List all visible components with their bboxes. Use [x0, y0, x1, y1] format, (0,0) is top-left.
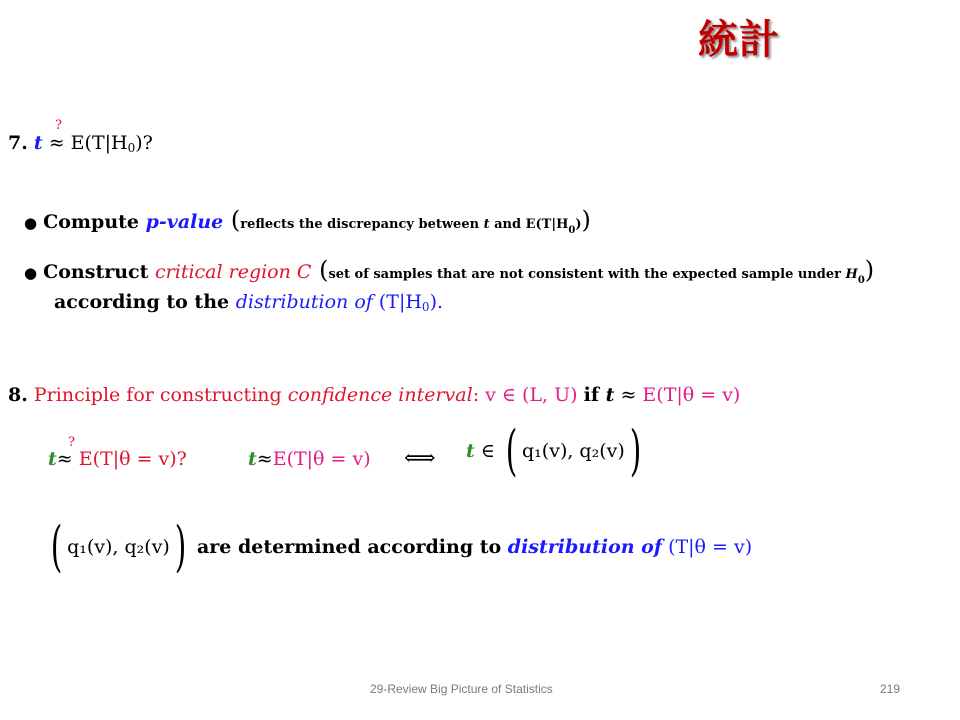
p-value-note-close: ) — [575, 217, 582, 232]
item-8-number: 8. — [8, 384, 28, 406]
row-determined-text: are determined according to — [196, 536, 508, 558]
bullet-compute — [24, 206, 591, 236]
p-value-note: reflects the discrepancy between — [240, 217, 484, 232]
item-8-approx: ≈ — [614, 384, 643, 406]
bullet-construct-lead: Construct — [43, 261, 156, 283]
row-determined-expr: (T|θ = v) — [662, 536, 753, 558]
row-interval-in: ∈ — [474, 440, 501, 462]
distribution-term: distribution of — [235, 291, 373, 313]
row-determined-term: distribution of — [507, 536, 663, 558]
row-approx-t: t — [248, 448, 257, 470]
critical-region-note-sub: 0 — [857, 274, 865, 286]
question-mark: ? — [68, 435, 75, 450]
footer-title: 29-Review Big Picture of Statistics — [370, 682, 553, 696]
critical-region-term: critical region C — [155, 261, 312, 283]
row-question — [48, 448, 187, 470]
confidence-interval-term: confidence interval — [287, 384, 473, 406]
big-paren-right: ) — [629, 419, 642, 482]
row-approx-expr: E(T|θ = v) — [272, 448, 371, 470]
bullet-construct — [24, 256, 874, 286]
distribution-end: ). — [429, 291, 444, 313]
row-interval-t: t — [466, 440, 475, 462]
slide-title: 統計 — [698, 17, 780, 63]
item-8-lead: Principle for constructing — [27, 384, 288, 406]
row-determined — [46, 515, 753, 590]
bullet-construct-line2 — [54, 291, 443, 314]
critical-region-note-h: H — [845, 267, 858, 282]
item-8-expr1: v ∈ (L, U) — [479, 384, 584, 406]
row-question-approx: ≈ — [56, 448, 73, 470]
bullet-icon: ● — [24, 264, 38, 282]
paren-open: ( — [223, 206, 241, 234]
item-7-formula: E(T|H — [64, 132, 128, 154]
big-paren-left: ( — [50, 515, 63, 578]
row-question-expr: E(T|θ = v)? — [72, 448, 187, 470]
row-interval-expr: q₁(v), q₂(v) — [522, 440, 625, 462]
page-number: 219 — [880, 682, 901, 696]
paren-close: ) — [581, 206, 591, 234]
row-approx — [248, 448, 371, 470]
row-determined-interval: q₁(v), q₂(v) — [67, 536, 170, 558]
p-value-note-sub: 0 — [568, 224, 576, 236]
item-8-colon: : — [472, 384, 480, 406]
item-7-formula-end: )? — [135, 132, 153, 154]
bullet-icon: ● — [24, 214, 38, 232]
iff-symbol: ⟺ — [404, 446, 436, 471]
big-paren-left: ( — [505, 419, 518, 482]
item-8 — [8, 384, 740, 406]
item-7-approx: ≈ — [48, 132, 65, 154]
item-7-number: 7. — [8, 132, 28, 154]
item-7-t: t — [33, 132, 43, 154]
distribution-sub: 0 — [421, 300, 430, 314]
paren-close: ) — [864, 256, 875, 284]
distribution-expr: (T|H — [372, 291, 422, 313]
p-value-note-and: and — [489, 217, 526, 232]
item-7 — [8, 132, 153, 155]
p-value-note-expr: E(T|H — [525, 217, 569, 232]
item-7-sub: 0 — [127, 141, 136, 155]
row-approx-symbol: ≈ — [256, 448, 273, 470]
question-mark: ? — [55, 118, 62, 133]
according-text: according to the — [54, 291, 236, 313]
p-value-note-t: t — [483, 217, 490, 232]
bullet-compute-lead: Compute — [43, 211, 146, 233]
item-8-if: if — [583, 384, 606, 406]
big-paren-right: ) — [174, 515, 187, 578]
item-8-t: t — [605, 384, 615, 406]
critical-region-note: set of samples that are not consistent with the expected sample under — [328, 267, 846, 282]
p-value-term: p-value — [145, 211, 224, 233]
item-8-expr2: E(T|θ = v) — [642, 384, 741, 406]
row-question-t: t — [48, 448, 57, 470]
paren-open: ( — [311, 256, 329, 284]
row-interval — [466, 419, 646, 494]
